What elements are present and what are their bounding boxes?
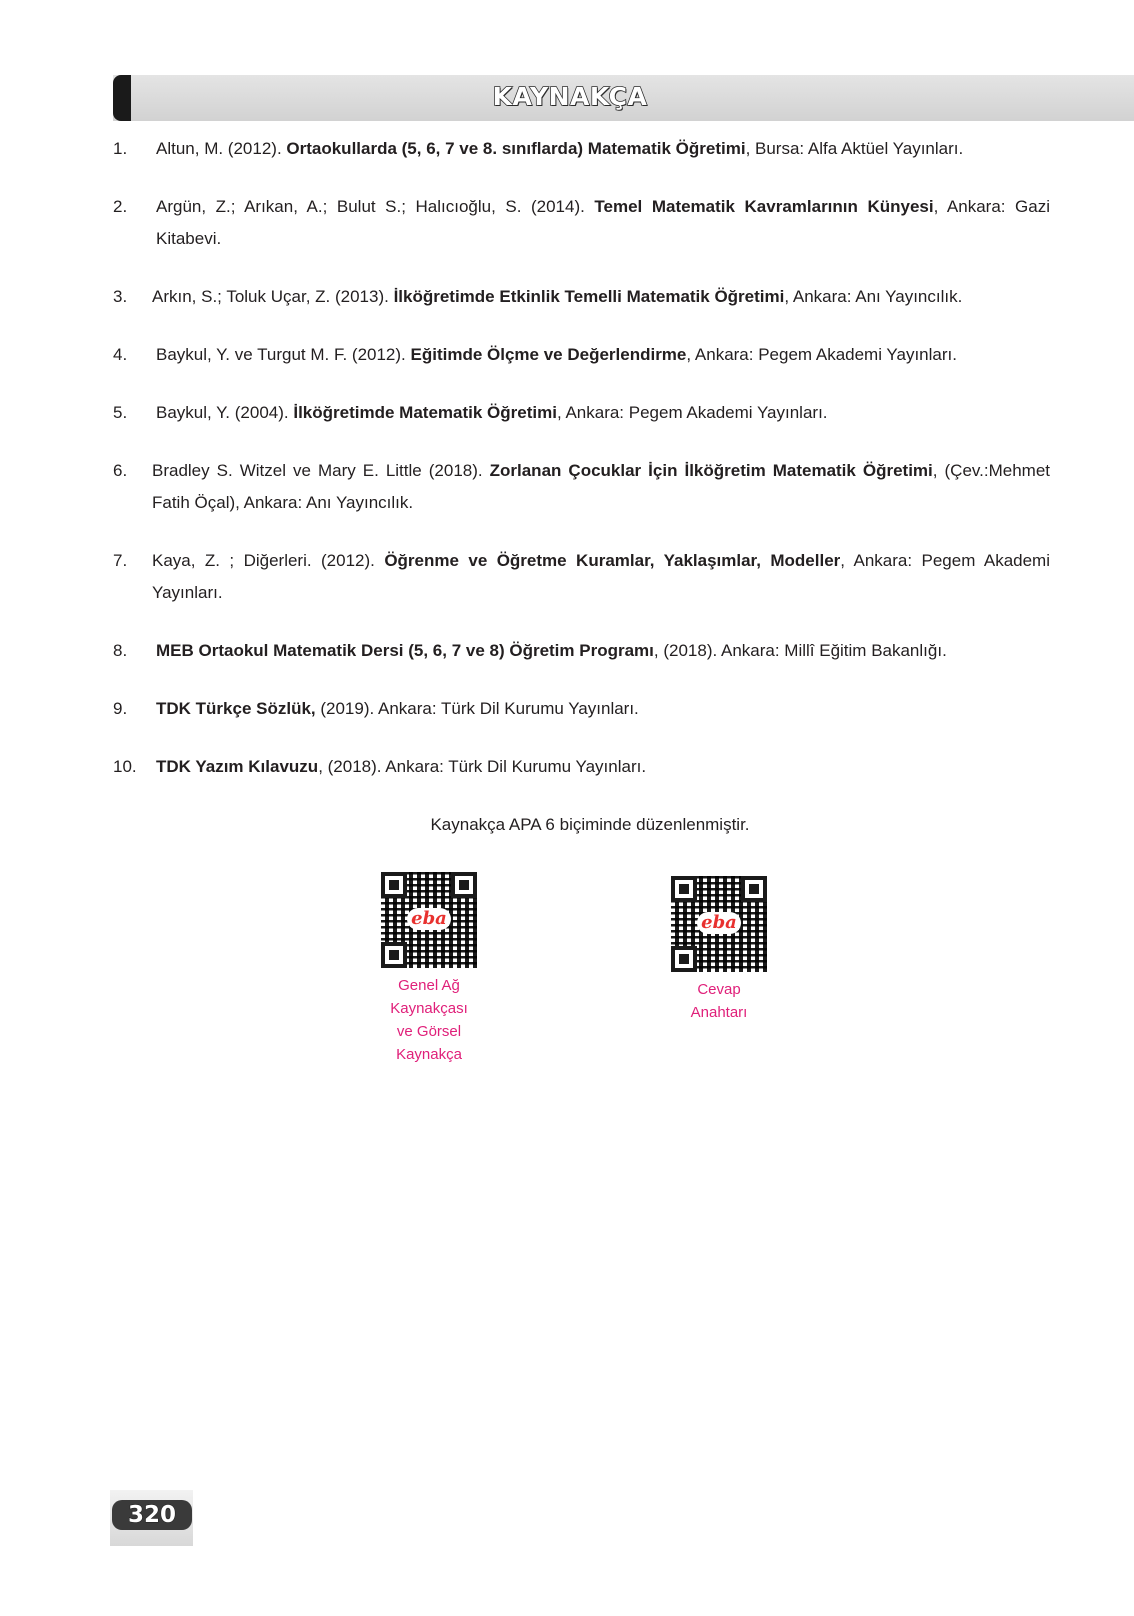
reference-item: [113, 635, 1050, 667]
reference-number: 9.: [113, 699, 128, 718]
qr-finder-pattern: [671, 876, 697, 902]
reference-item: [113, 191, 1050, 255]
reference-number: 7.: [113, 551, 128, 570]
qr-code-icon[interactable]: [381, 872, 477, 968]
reference-item: [113, 693, 1050, 725]
reference-title: Ortaokullarda (5, 6, 7 ve 8. sınıflarda) Matematik Öğretimi: [286, 139, 746, 158]
reference-number: 8.: [113, 641, 128, 660]
reference-number: 1.: [113, 139, 128, 158]
apa-format-note: Kaynakça APA 6 biçiminde düzenlenmiştir.: [430, 815, 750, 834]
reference-list: [113, 133, 1050, 783]
page-title: KAYNAKÇA: [492, 82, 648, 111]
reference-title: Zorlanan Çocuklar İçin İlköğretim Matematik Öğretimi: [489, 461, 933, 480]
reference-title: TDK Türkçe Sözlük,: [156, 699, 316, 718]
reference-number: 4.: [113, 345, 128, 364]
reference-title: TDK Yazım Kılavuzu: [156, 757, 319, 776]
reference-title: MEB Ortaokul Matematik Dersi (5, 6, 7 ve 8) Öğretim Programı: [156, 641, 654, 660]
qr-block-answer-key[interactable]: [660, 876, 778, 1024]
reference-text: Bradley S. Witzel ve Mary E. Little (2018). Zorlanan Çocuklar İçin İlköğretim Matematik Öğretimi, (Çev.:Mehmet Fatih Öçal), Ankara: Anı Yayıncılık.: [152, 461, 1050, 512]
reference-text: MEB Ortaokul Matematik Dersi (5, 6, 7 ve 8) Öğretim Programı, (2018). Ankara: Millî Eğitim Bakanlığı.: [156, 641, 947, 660]
reference-text: Arkın, S.; Toluk Uçar, Z. (2013). İlköğretimde Etkinlik Temelli Matematik Öğretimi, Ankara: Anı Yayıncılık.: [152, 287, 963, 306]
reference-title: İlköğretimde Matematik Öğretimi: [293, 403, 557, 422]
reference-title: Temel Matematik Kavramlarının Künyesi: [594, 197, 934, 216]
reference-text: Baykul, Y. ve Turgut M. F. (2012). Eğitimde Ölçme ve Değerlendirme, Ankara: Pegem Akademi Yayınları.: [156, 345, 957, 364]
reference-item: [113, 133, 1050, 165]
qr-caption: Genel Ağ Kaynakçası ve Görsel Kaynakça: [390, 977, 468, 1063]
reference-text: TDK Yazım Kılavuzu, (2018). Ankara: Türk Dil Kurumu Yayınları.: [156, 757, 647, 776]
eba-logo: eba: [697, 912, 741, 934]
reference-item: [113, 339, 1050, 371]
qr-caption: Cevap Anahtarı: [690, 981, 748, 1021]
reference-text: Kaya, Z. ; Diğerleri. (2012). Öğrenme ve Öğretme Kuramlar, Yaklaşımlar, Modeller, Ankara: Pegem Akademi Yayınları.: [152, 551, 1050, 602]
header-tab-marker: [113, 75, 131, 121]
qr-finder-pattern: [671, 946, 697, 972]
reference-item: [113, 545, 1050, 609]
eba-logo: eba: [407, 908, 451, 930]
qr-finder-pattern: [451, 872, 477, 898]
reference-title: İlköğretimde Etkinlik Temelli Matematik Öğretimi: [393, 287, 785, 306]
reference-item: [113, 397, 1050, 429]
reference-title: Öğrenme ve Öğretme Kuramlar, Yaklaşımlar, Modeller: [384, 551, 841, 570]
reference-number: 2.: [113, 197, 128, 216]
reference-number: 5.: [113, 403, 128, 422]
reference-item: [113, 751, 1050, 783]
page-number: 320: [112, 1500, 192, 1530]
reference-item: [113, 455, 1050, 519]
reference-title: Eğitimde Ölçme ve Değerlendirme: [410, 345, 687, 364]
reference-text: TDK Türkçe Sözlük, (2019). Ankara: Türk Dil Kurumu Yayınları.: [156, 699, 639, 718]
qr-finder-pattern: [381, 872, 407, 898]
qr-finder-pattern: [381, 942, 407, 968]
qr-finder-pattern: [741, 876, 767, 902]
reference-text: Argün, Z.; Arıkan, A.; Bulut S.; Halıcıoğlu, S. (2014). Temel Matematik Kavramlarının Künyesi, Ankara: Gazi Kitabevi.: [156, 197, 1051, 248]
reference-number: 10.: [113, 757, 137, 776]
reference-number: 3.: [113, 287, 128, 306]
qr-block-references[interactable]: [370, 872, 488, 1066]
qr-code-icon[interactable]: [671, 876, 767, 972]
reference-number: 6.: [113, 461, 128, 480]
reference-item: [113, 281, 1050, 313]
reference-text: Altun, M. (2012). Ortaokullarda (5, 6, 7 ve 8. sınıflarda) Matematik Öğretimi, Bursa: Alfa Aktüel Yayınları.: [156, 139, 964, 158]
reference-text: Baykul, Y. (2004). İlköğretimde Matematik Öğretimi, Ankara: Pegem Akademi Yayınları.: [156, 403, 828, 422]
